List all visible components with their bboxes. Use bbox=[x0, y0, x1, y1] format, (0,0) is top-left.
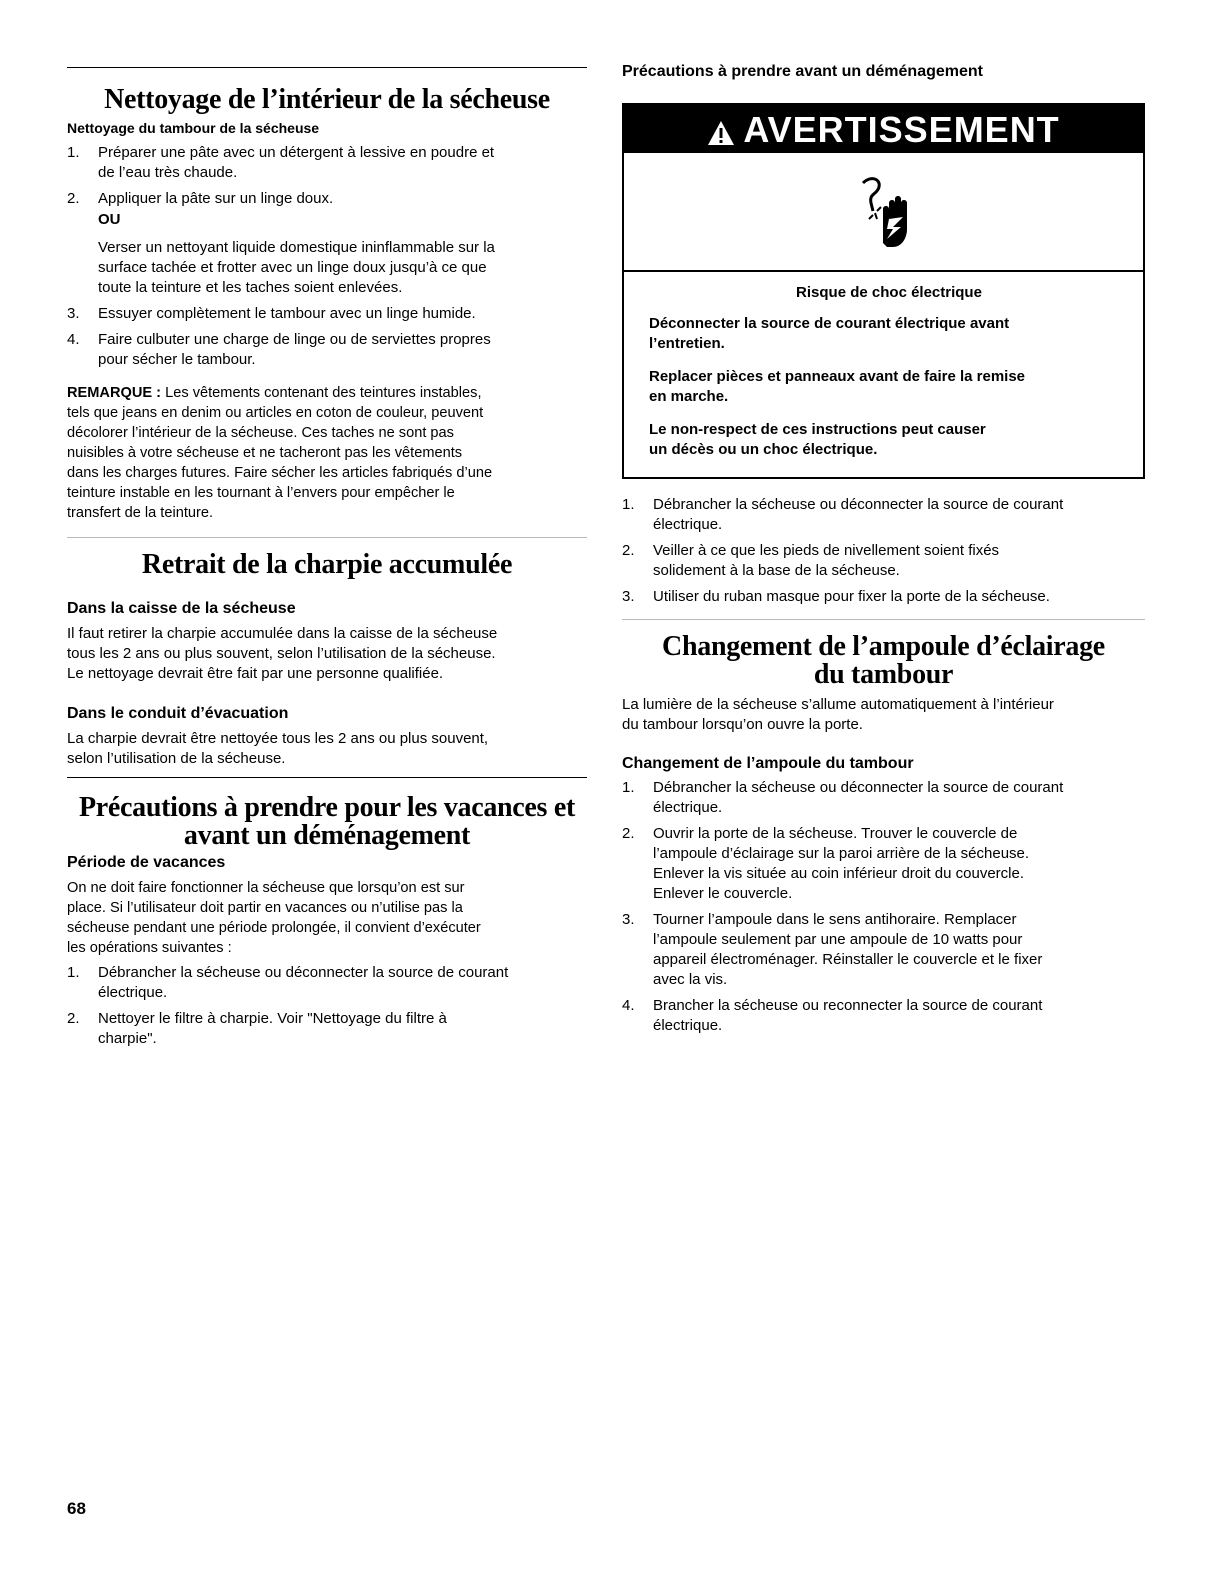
warning-text bbox=[649, 283, 1129, 473]
list-item: 1. Débrancher la sécheuse ou déconnecter la source de courant électrique. bbox=[622, 779, 1064, 816]
section-title-lint-removal: Retrait de la charpie accumulée bbox=[141, 549, 513, 580]
section-title-vacation-line1: Précautions à prendre pour les vacances et bbox=[78, 792, 576, 823]
list-item: 2. Nettoyer le filtre à charpie. Voir "Nettoyage du filtre à charpie". bbox=[67, 1010, 447, 1047]
list-item: 1. Débrancher la sécheuse ou déconnecter la source de courant électrique. bbox=[67, 964, 509, 1001]
subheading-vacation: Période de vacances bbox=[67, 854, 226, 871]
warning-line: Le non-respect de ces instructions peut causer un décès ou un choc électrique. bbox=[649, 421, 986, 458]
vacation-paragraph: On ne doit faire fonctionner la sécheuse que lorsqu’on est sur place. Si l’utilisateur doit partir en vacances ou n’utilise pas la sécheuse pendant une période prolongée, il convient d’exécuter les opérations suivantes : bbox=[67, 880, 481, 956]
list-item: 4. Faire culbuter une charge de linge ou de serviettes propres pour sécher le tambour. bbox=[67, 331, 491, 368]
warning-box bbox=[622, 103, 1145, 479]
list-item: 2. Ouvrir la porte de la sécheuse. Trouver le couvercle de l’ampoule d’éclairage sur la paroi arrière de la sécheuse. Enlever la vis située au coin inférieur droit du couvercle. Enlever le couvercle. bbox=[622, 825, 1030, 902]
list-item: 3. Essuyer complètement le tambour avec un linge humide. bbox=[67, 305, 476, 322]
cabinet-paragraph: Il faut retirer la charpie accumulée dans la caisse de la sécheuse tous les 2 ans ou plus souvent, selon l’utilisation de la sécheuse. Le nettoyage devrait être fait par une personne qualifiée. bbox=[67, 625, 498, 682]
warning-label: AVERTISSEMENT bbox=[743, 109, 1060, 150]
section-title-bulb-line2: du tambour bbox=[813, 659, 954, 690]
exhaust-paragraph: La charpie devrait être nettoyée tous les 2 ans ou plus souvent, selon l’utilisation de la sécheuse. bbox=[67, 730, 489, 767]
list-item: 3. Utiliser du ruban masque pour fixer la porte de la sécheuse. bbox=[622, 588, 1050, 605]
subheading-drum-cleaning: Nettoyage du tambour de la sécheuse bbox=[67, 120, 320, 136]
bulb-paragraph: La lumière de la sécheuse s’allume automatiquement à l’intérieur du tambour lorsqu’on ouvre la porte. bbox=[622, 696, 1054, 733]
vacation-steps bbox=[67, 963, 587, 1055]
page-number: 68 bbox=[67, 1499, 86, 1518]
divider bbox=[622, 619, 1145, 620]
warning-line: Replacer pièces et panneaux avant de faire la remise en marche. bbox=[649, 368, 1026, 405]
subheading-bulb-change: Changement de l’ampoule du tambour bbox=[622, 755, 914, 772]
list-item: 1. Débrancher la sécheuse ou déconnecter la source de courant électrique. bbox=[622, 496, 1064, 533]
bulb-steps bbox=[622, 778, 1145, 1042]
divider bbox=[67, 537, 587, 538]
list-item: 2. Veiller à ce que les pieds de nivellement soient fixés solidement à la base de la sécheuse. bbox=[622, 542, 1000, 579]
divider bbox=[67, 67, 587, 68]
section-title-bulb-line1: Changement de l’ampoule d’éclairage bbox=[662, 631, 1105, 662]
drum-cleaning-steps bbox=[67, 143, 587, 376]
moving-steps bbox=[622, 495, 1145, 613]
warning-title: Risque de choc électrique bbox=[796, 284, 982, 301]
subheading-exhaust: Dans le conduit d’évacuation bbox=[67, 705, 289, 722]
electric-shock-hand-icon bbox=[859, 173, 919, 258]
subheading-cabinet: Dans la caisse de la sécheuse bbox=[67, 600, 296, 617]
note-paragraph: REMARQUE : Les vêtements contenant des teintures instables, tels que jeans en denim ou articles en coton de couleur, peuvent décolorer l’intérieur de la sécheuse. Ces taches ne sont pas nuisibles à votre sécheuse et ne tacheront pas les vêtements dans les charges futures. Faire sécher les articles fabriqués d’une teinture instable en les tournant à l’envers pour empêcher le transfert de la teinture. bbox=[67, 385, 493, 521]
section-title-cleaning-interior: Nettoyage de l’intérieur de la sécheuse bbox=[104, 84, 550, 115]
warning-header bbox=[624, 105, 1143, 153]
list-item: 3. Tourner l’ampoule dans le sens antihoraire. Remplacer l’ampoule seulement par une ampoule de 10 watts pour appareil électroménager. Réinstaller le couvercle et le fixer avec la vis. bbox=[622, 911, 1043, 988]
warning-icon-area bbox=[624, 153, 1143, 272]
list-item: 4. Brancher la sécheuse ou reconnecter la source de courant électrique. bbox=[622, 997, 1043, 1034]
or-label: OU bbox=[98, 211, 121, 228]
divider bbox=[67, 777, 587, 778]
list-item: 1. Préparer une pâte avec un détergent à lessive en poudre et de l’eau très chaude. bbox=[67, 144, 495, 181]
section-title-vacation-line2: avant un déménagement bbox=[183, 820, 471, 851]
warning-line: Déconnecter la source de courant électrique avant l’entretien. bbox=[649, 315, 1010, 352]
subheading-moving: Précautions à prendre avant un déménagement bbox=[622, 63, 983, 80]
list-item: 2. Appliquer la pâte sur un linge doux. OU Verser un nettoyant liquide domestique ininflammable sur la surface tachée et frotter avec un linge doux jusqu’à ce que toute la teinture et les taches soient enlevées. bbox=[67, 189, 587, 298]
